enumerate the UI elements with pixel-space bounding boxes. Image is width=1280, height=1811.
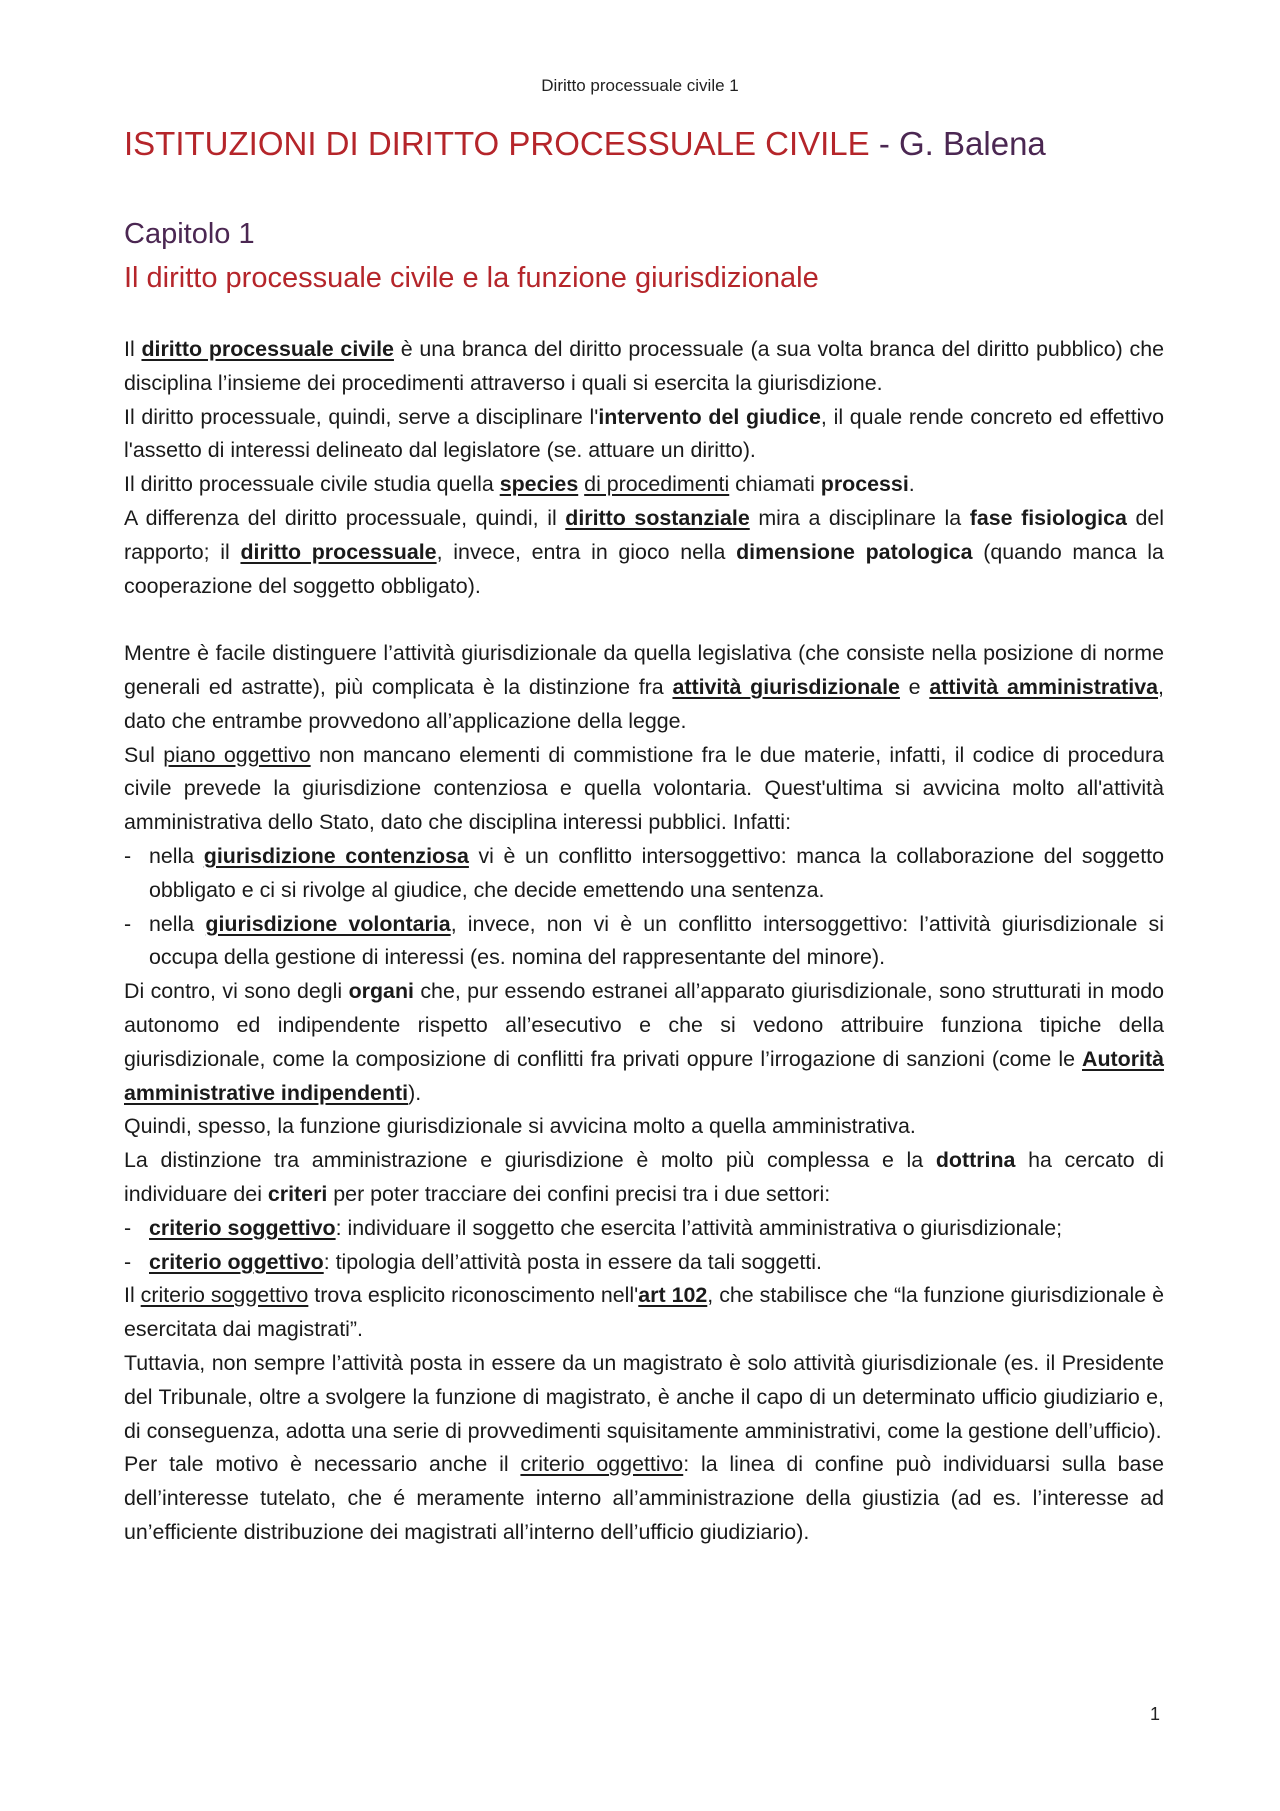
paragraph: [124, 1110, 1164, 1144]
document-title: [124, 122, 1164, 166]
paragraph-spacer: [124, 603, 1164, 637]
text-run: : tipologia dell’attività posta in essere da tali soggetti.: [323, 1249, 822, 1274]
emphasis-term: diritto processuale: [240, 539, 437, 564]
dash-list-item: [124, 840, 1164, 908]
paragraph: [124, 1144, 1164, 1212]
text-run: Il diritto processuale civile studia quella: [124, 472, 500, 497]
title-separator: -: [869, 125, 900, 162]
text-run: La distinzione tra amministrazione e giurisdizione è molto più complessa e la: [124, 1148, 936, 1173]
text-run: del rapporto; il: [124, 505, 1164, 564]
list-dash-marker: -: [124, 843, 132, 868]
emphasis-term: criterio oggettivo: [520, 1452, 684, 1477]
text-run: per poter tracciare dei confini precisi tra i due settori:: [327, 1181, 831, 1206]
dash-list-item: [124, 1212, 1164, 1246]
emphasis-term: attività giurisdizionale: [672, 674, 900, 699]
text-run: che, pur essendo estranei all’apparato giurisdizionale, sono strutturati in modo autonomo ed indipendente rispetto all’esecutivo e che si vedono attribuire funziona tipiche della giurisdizionale, come la composizione di conflitti fra privati oppure l’irrogazione di sanzioni (come le: [124, 979, 1164, 1071]
text-run: Per tale motivo è necessario anche il: [124, 1452, 521, 1477]
text-run: nella: [149, 843, 204, 868]
dash-list-item: [124, 1246, 1164, 1280]
text-run: Mentre è facile distinguere l’attività giurisdizionale da quella legislativa (che consiste nella posizione di norme generali ed astratte), più complicata è la distinzione fra: [124, 641, 1164, 699]
paragraph: [124, 1347, 1164, 1448]
list-dash-marker: -: [124, 1215, 132, 1240]
emphasis-term: di procedimenti: [584, 472, 730, 497]
text-run: Il: [124, 1283, 141, 1308]
chapter-subtitle: Il diritto processuale civile e la funzione giurisdizionale: [124, 262, 819, 294]
list-dash-marker: -: [124, 911, 132, 936]
emphasis-term: intervento del giudice: [598, 404, 821, 429]
list-item-text: [149, 840, 1164, 908]
title-main: ISTITUZIONI DI DIRITTO PROCESSUALE CIVILE: [124, 125, 870, 162]
paragraph: [124, 502, 1164, 603]
emphasis-term: dottrina: [935, 1148, 1016, 1173]
paragraph: [124, 975, 1164, 1110]
text-run: Il diritto processuale, quindi, serve a disciplinare l': [124, 404, 599, 429]
emphasis-term: criteri: [267, 1181, 328, 1206]
text-run: (quando manca la cooperazione del soggetto obbligato).: [124, 539, 1164, 598]
text-run: ha cercato di individuare dei: [124, 1148, 1164, 1206]
body-text: [124, 333, 1164, 1550]
emphasis-term: criterio soggettivo: [149, 1215, 336, 1240]
emphasis-term: Autorità amministrative indipendenti: [124, 1046, 1164, 1105]
page-number: 1: [1150, 1704, 1161, 1724]
text-run: .: [908, 472, 915, 497]
text-run: Di contro, vi sono degli: [124, 979, 349, 1004]
text-run: e: [899, 674, 930, 699]
emphasis-term: art 102: [638, 1283, 708, 1308]
emphasis-term: organi: [348, 979, 414, 1004]
text-run: , invece, entra in gioco nella: [436, 539, 737, 564]
chapter-label: Capitolo 1: [124, 218, 255, 250]
text-run: trova esplicito riconoscimento nell': [308, 1283, 639, 1308]
text-run: Quindi, spesso, la funzione giurisdizionale si avvicina molto a quella amministrativa.: [124, 1114, 916, 1139]
emphasis-term: processi: [820, 472, 909, 497]
paragraph: [124, 401, 1164, 469]
text-run: , dato che entrambe provvedono all’applicazione della legge.: [124, 674, 1164, 733]
text-run: Tuttavia, non sempre l’attività posta in essere da un magistrato è solo attività giurisdizionale (es. il Presidente del Tribunale, oltre a svolgere la funzione di magistrato, è anche il capo di un determinato ufficio giudiziario e, di conseguenza, adotta una serie di provvedimenti squisitamente amministrativi, come la gestione dell’ufficio).: [124, 1350, 1164, 1443]
emphasis-term: giurisdizione volontaria: [205, 911, 451, 936]
emphasis-term: dimensione patologica: [736, 539, 973, 564]
emphasis-term: species: [499, 472, 579, 497]
list-item-text: [149, 1246, 1164, 1280]
paragraph: [124, 1279, 1164, 1347]
text-run: ).: [408, 1080, 422, 1105]
emphasis-term: diritto processuale civile: [141, 337, 394, 361]
running-header: Diritto processuale civile 1: [541, 76, 739, 95]
text-run: chiamati: [729, 472, 821, 497]
text-run: nella: [149, 911, 206, 936]
text-run: mira a disciplinare la: [749, 505, 970, 530]
text-run: : la linea di confine può individuarsi sulla base dell’interesse tutelato, che é meramente interno all’amministrazione della giustizia (ad es. l’interesse ad un’efficiente distribuzione dei magistrati all’interno dell’ufficio giudiziario).: [124, 1452, 1164, 1544]
text-run: non mancano elementi di commistione fra le due materie, infatti, il codice di procedura civile prevede la giurisdizione contenziosa e quella volontaria. Quest'ultima si avvicina molto all'attività amministrativa dello Stato, dato che disciplina interessi pubblici. Infatti:: [124, 742, 1164, 835]
emphasis-term: giurisdizione contenziosa: [203, 843, 469, 868]
text-run: : individuare il soggetto che esercita l’attività amministrativa o giurisdizionale;: [335, 1215, 1063, 1240]
list-item-text: [149, 1212, 1164, 1246]
emphasis-term: criterio soggettivo: [140, 1283, 309, 1308]
list-item-text: [149, 908, 1164, 976]
paragraph: [124, 468, 1164, 502]
title-author: G. Balena: [899, 125, 1046, 162]
text-run: vi è un conflitto intersoggettivo: manca la collaborazione del soggetto obbligato e ci si rivolge al giudice, che decide emettendo una sentenza.: [149, 843, 1164, 902]
list-dash-marker: -: [124, 1249, 132, 1274]
paragraph: [124, 739, 1164, 840]
paragraph: [124, 333, 1164, 401]
paragraph: [124, 1448, 1164, 1549]
emphasis-term: criterio oggettivo: [149, 1249, 324, 1274]
emphasis-term: piano oggettivo: [163, 742, 311, 767]
emphasis-term: fase fisiologica: [969, 505, 1127, 530]
text-run: , il quale rende concreto ed effettivo l'assetto di interessi delineato dal legislatore (se. attuare un diritto).: [124, 404, 1165, 463]
paragraph: [124, 637, 1164, 738]
text-run: A differenza del diritto processuale, quindi, il: [124, 505, 566, 530]
text-run: Sul: [124, 742, 164, 767]
text-run: Il: [124, 337, 142, 361]
text-run: è una branca del diritto processuale (a sua volta branca del diritto pubblico) che disciplina l’insieme dei procedimenti attraverso i quali si esercita la giurisdizione.: [124, 337, 1165, 395]
dash-list-item: [124, 908, 1164, 976]
emphasis-term: diritto sostanziale: [565, 505, 750, 530]
text-run: , invece, non vi è un conflitto intersoggettivo: l’attività giurisdizionale si occupa della gestione di interessi (es. nomina del rappresentante del minore).: [149, 911, 1164, 970]
text-run: , che stabilisce che “la funzione giurisdizionale è esercitata dai magistrati”.: [124, 1283, 1165, 1342]
emphasis-term: attività amministrativa: [929, 674, 1159, 699]
